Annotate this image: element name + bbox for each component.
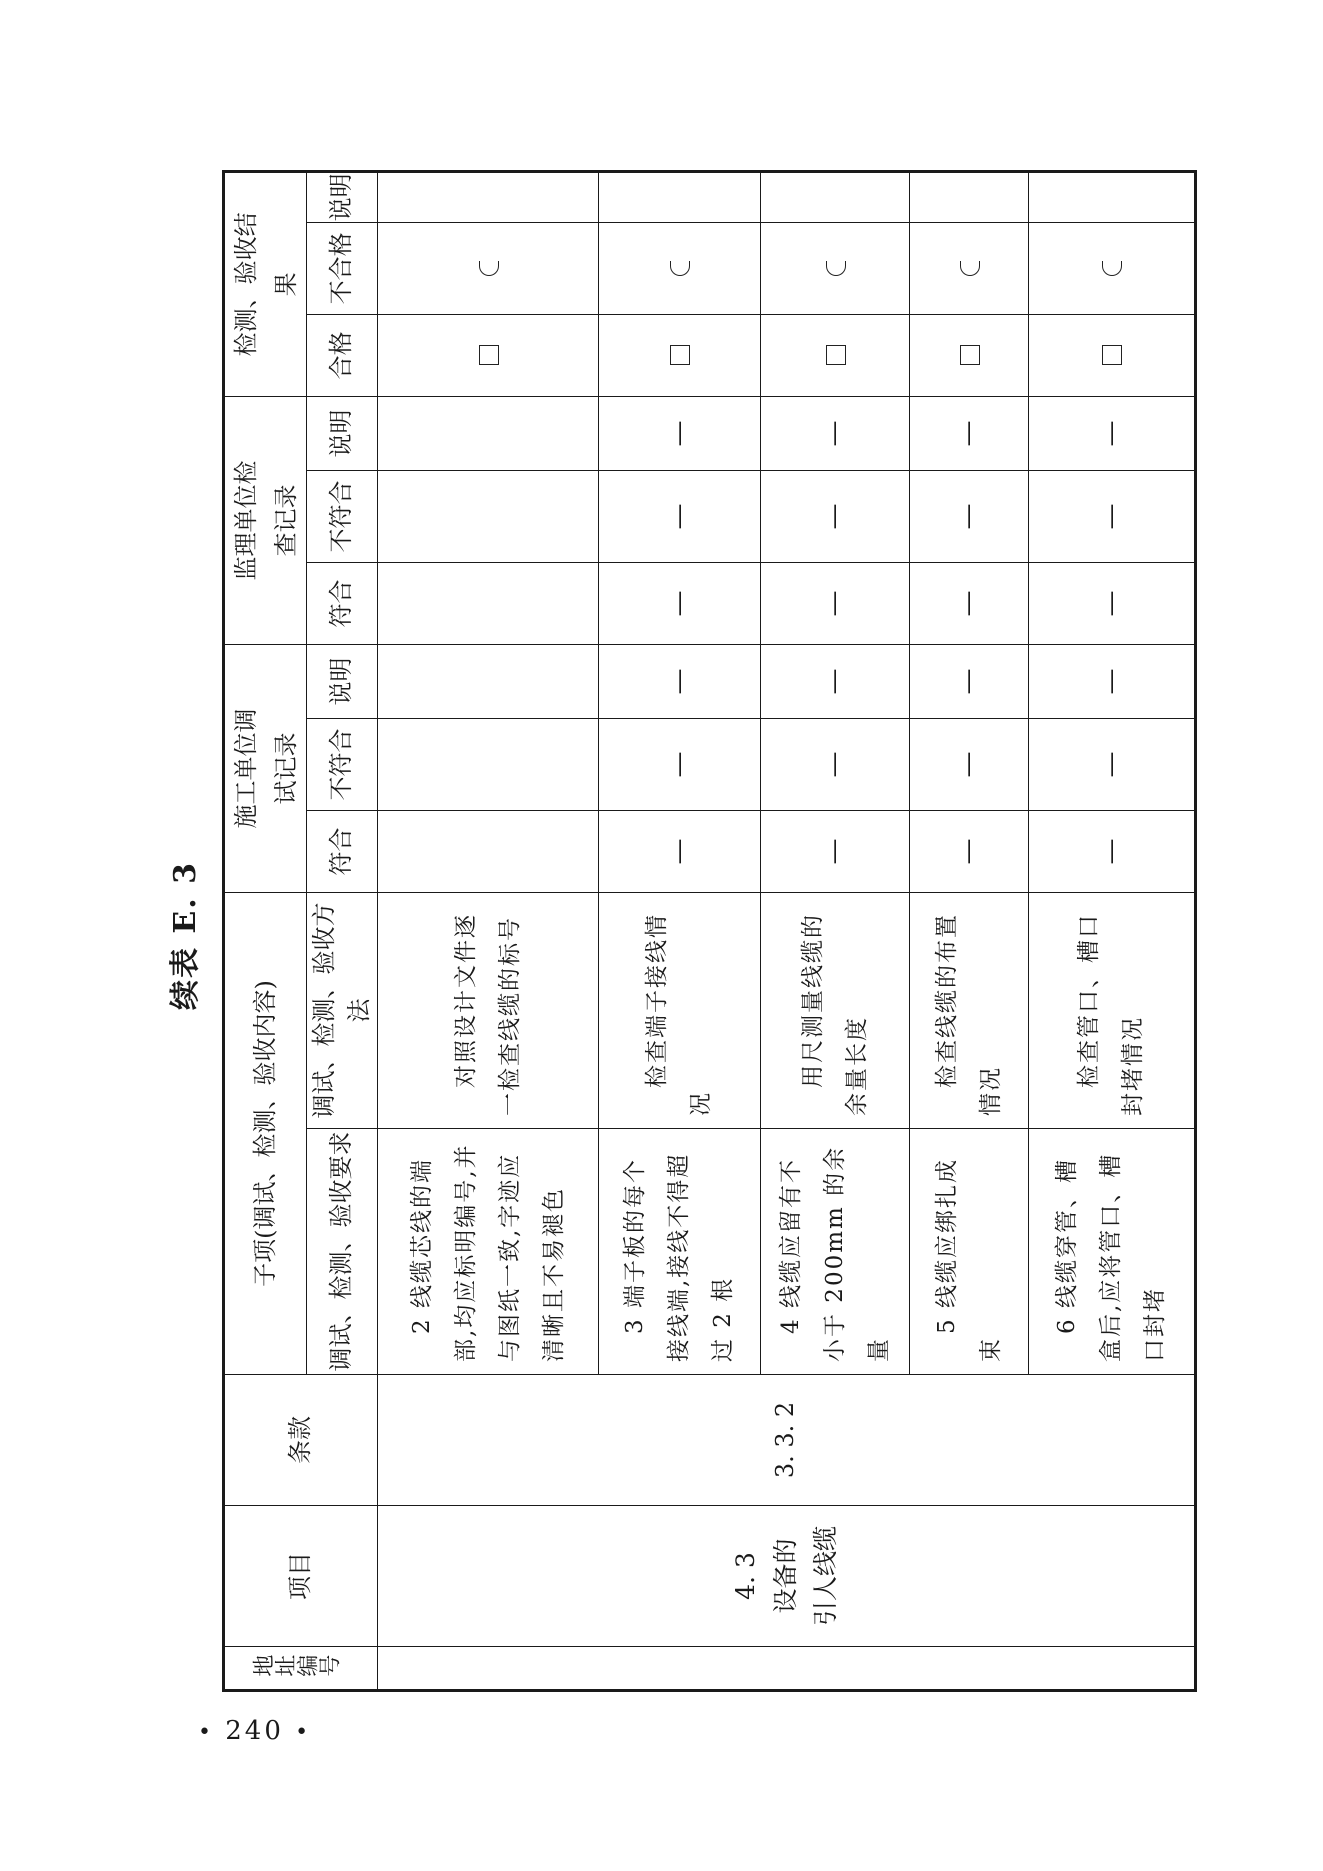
unqualified-cell [760, 222, 909, 314]
construction-note-cell: — [909, 644, 1028, 718]
supervision-nonconform-cell [377, 470, 598, 562]
project-cell [377, 1506, 1195, 1647]
supervision-nonconform-cell: — [598, 470, 760, 562]
supervision-conform-cell: — [1028, 562, 1195, 644]
unqualified-cell [598, 222, 760, 314]
result-note-cell [598, 171, 760, 222]
construction-note-cell [377, 644, 598, 718]
supervision-conform-cell [377, 562, 598, 644]
supervision-nonconform-cell: — [909, 470, 1028, 562]
supervision-note-cell: — [909, 396, 1028, 470]
unqualified-cell [909, 222, 1028, 314]
method-cell: 对照设计文件逐一检查线缆的标号 [377, 892, 598, 1128]
header-construction-conform: 符合 [307, 810, 378, 892]
header-project: 项目 [224, 1506, 378, 1647]
addr-no-cell [377, 1647, 1195, 1691]
construction-nonconform-cell [377, 718, 598, 810]
method-cell: 检查线缆的布置情况 [909, 892, 1028, 1128]
method-cell: 检查管口、槽口封堵情况 [1028, 892, 1195, 1128]
supervision-note-cell: — [598, 396, 760, 470]
result-note-cell [377, 171, 598, 222]
header-qualified: 合格 [307, 314, 378, 396]
requirement-cell: 4 线缆应留有不小于 200mm 的余量 [760, 1129, 909, 1375]
qualified-cell [377, 314, 598, 396]
supervision-conform-cell: — [909, 562, 1028, 644]
qualified-cell [1028, 314, 1195, 396]
construction-note-cell: — [1028, 644, 1195, 718]
requirement-cell: 6 线缆穿管、槽盒后,应将管口、槽口封堵 [1028, 1129, 1195, 1375]
requirement-cell: 2 线缆芯线的端部,均应标明编号,并与图纸一致,字迹应清晰且不易褪色 [377, 1129, 598, 1375]
header-unqualified: 不合格 [307, 222, 378, 314]
page-number: • 240 • [198, 1716, 312, 1746]
header-result: 检测、验收结果 [224, 171, 307, 396]
construction-conform-cell [377, 810, 598, 892]
checkbox-square-icon[interactable] [960, 345, 980, 365]
supervision-nonconform-cell: — [1028, 470, 1195, 562]
supervision-note-cell [377, 396, 598, 470]
supervision-note-cell: — [760, 396, 909, 470]
table-row [377, 171, 598, 1690]
header-construction-nonconform: 不符合 [307, 718, 378, 810]
unqualified-cell [1028, 222, 1195, 314]
header-supervision: 监理单位检查记录 [224, 396, 307, 644]
result-note-cell [760, 171, 909, 222]
checkbox-square-icon[interactable] [826, 345, 846, 365]
project-name-line1: 设备的 [770, 1538, 800, 1614]
construction-note-cell: — [598, 644, 760, 718]
construction-conform-cell: — [1028, 810, 1195, 892]
project-name-line2: 引人线缆 [810, 1526, 840, 1627]
page-title: 续表 E. 3 [168, 860, 203, 1011]
supervision-conform-cell: — [598, 562, 760, 644]
construction-note-cell: — [760, 644, 909, 718]
method-cell: 检查端子接线情况 [598, 892, 760, 1128]
inspection-table [222, 170, 1197, 1692]
construction-nonconform-cell: — [760, 718, 909, 810]
method-cell: 用尺测量线缆的余量长度 [760, 892, 909, 1128]
construction-conform-cell: — [760, 810, 909, 892]
open-circle-icon[interactable] [670, 261, 690, 276]
construction-nonconform-cell: — [1028, 718, 1195, 810]
open-circle-icon[interactable] [1102, 261, 1122, 276]
qualified-cell [598, 314, 760, 396]
checkbox-square-icon[interactable] [479, 345, 499, 365]
supervision-conform-cell: — [760, 562, 909, 644]
supervision-note-cell: — [1028, 396, 1195, 470]
construction-nonconform-cell: — [598, 718, 760, 810]
header-construction: 施工单位调试记录 [224, 644, 307, 892]
header-supervision-conform: 符合 [307, 562, 378, 644]
result-note-cell [1028, 171, 1195, 222]
construction-nonconform-cell: — [909, 718, 1028, 810]
requirement-cell: 3 端子板的每个接线端,接线不得超过 2 根 [598, 1129, 760, 1375]
header-requirement: 调试、检测、验收要求 [307, 1129, 378, 1375]
header-addr-no: 地址编号 [224, 1647, 378, 1691]
construction-conform-cell: — [909, 810, 1028, 892]
header-clause: 条款 [224, 1375, 378, 1506]
header-result-note: 说明 [307, 171, 378, 222]
result-note-cell [909, 171, 1028, 222]
unqualified-cell [377, 222, 598, 314]
supervision-nonconform-cell: — [760, 470, 909, 562]
qualified-cell [909, 314, 1028, 396]
requirement-cell: 5 线缆应绑扎成束 [909, 1129, 1028, 1375]
header-supervision-nonconform: 不符合 [307, 470, 378, 562]
header-method: 调试、检测、验收方法 [307, 892, 378, 1128]
open-circle-icon[interactable] [826, 261, 846, 276]
checkbox-square-icon[interactable] [1102, 345, 1122, 365]
project-number: 4. 3 [730, 1552, 760, 1600]
header-supervision-note: 说明 [307, 396, 378, 470]
qualified-cell [760, 314, 909, 396]
clause-cell: 3. 3. 2 [377, 1375, 1195, 1506]
checkbox-square-icon[interactable] [670, 345, 690, 365]
open-circle-icon[interactable] [479, 261, 499, 276]
header-sub-item: 子项(调试、检测、验收内容) [224, 892, 307, 1374]
construction-conform-cell: — [598, 810, 760, 892]
open-circle-icon[interactable] [960, 261, 980, 276]
header-construction-note: 说明 [307, 644, 378, 718]
